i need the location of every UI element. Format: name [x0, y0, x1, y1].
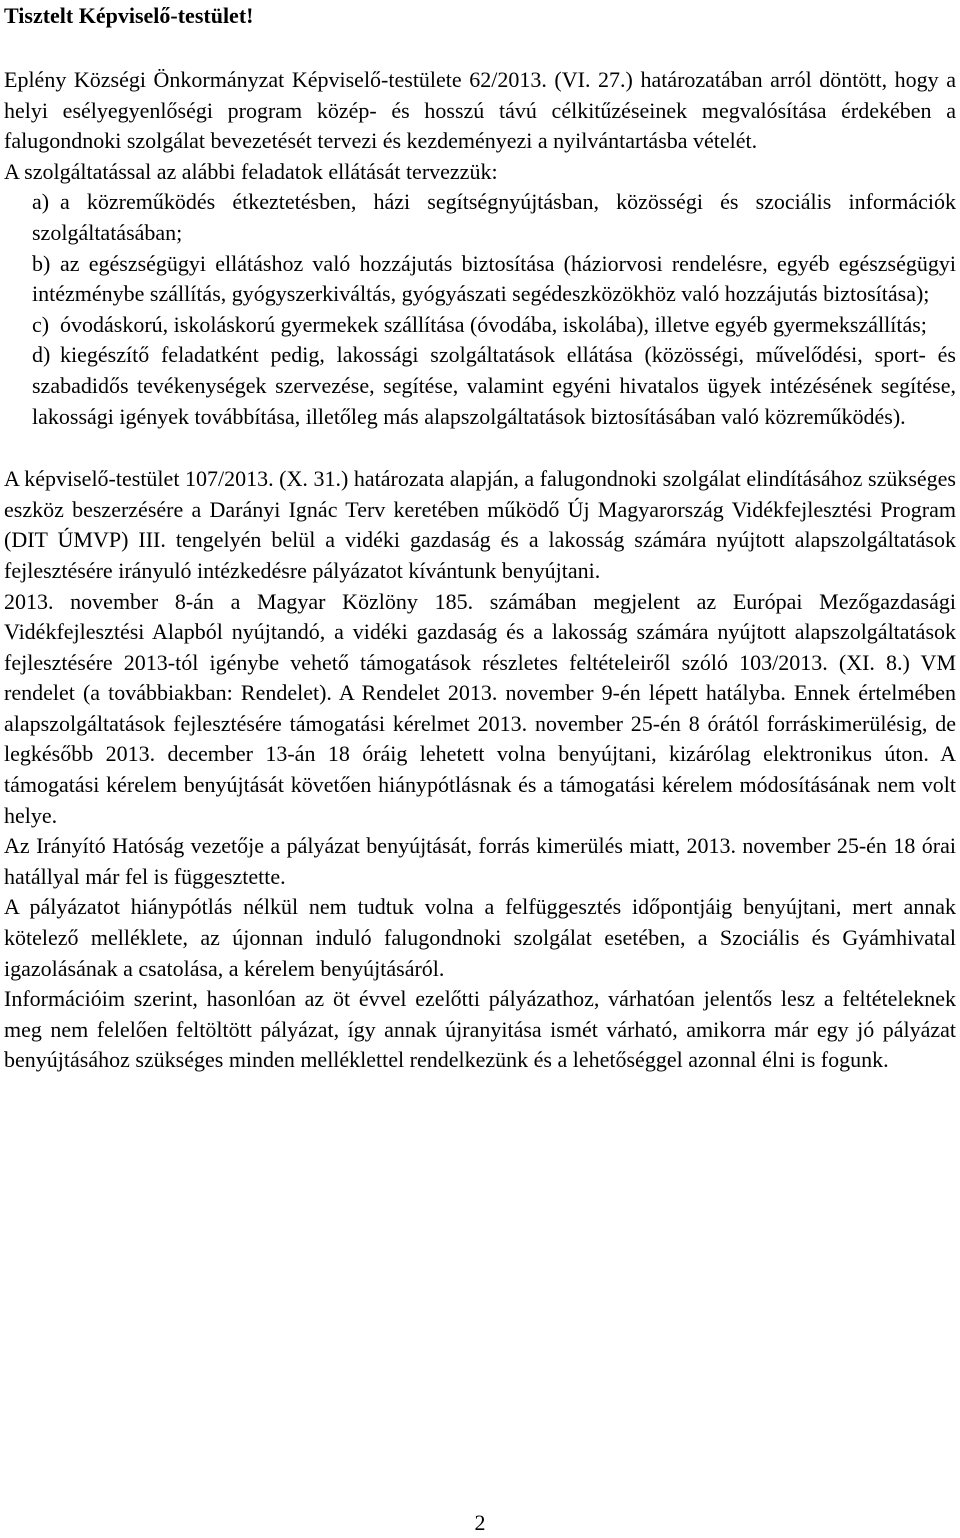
list-marker: d)	[32, 342, 51, 368]
list-item	[32, 340, 956, 432]
list-item	[32, 310, 956, 341]
intro-paragraph: Eplény Községi Önkormányzat Képviselő-testülete 62/2013. (VI. 27.) határozatában arról döntött, hogy a helyi esélyegyenlőségi program közép- és hosszú távú célkitűzéseinek megvalósítása érdekében a falugondnoki szolgálat bevezetését tervezi és kezdeményezi a nyilvántartásba vételét.	[4, 67, 956, 154]
document-page	[4, 1, 956, 1076]
list-item-text: az egészségügyi ellátáshoz való hozzájutás biztosítása (háziorvosi rendelésre, egyéb egészségügyi intézménybe szállítás, gyógyszerkiváltás, gyógyászati segédeszközökhöz való hozzájutás biztosítása);	[32, 250, 956, 307]
list-item-text: kiegészítő feladatként pedig, lakossági szolgáltatások ellátása (közösségi, művelődési, sport- és szabadidős tevékenységek szervezése, segítése, valamint egyéni hivatalos ügyek intézésének segítése, lakossági igények továbbítása, illetőleg más alapszolgáltatások biztosításában való közreműködés).	[32, 342, 956, 429]
list-item	[32, 249, 956, 310]
suspension-paragraph: Az Irányító Hatóság vezetője a pályázat benyújtását, forrás kimerülés miatt, 2013. november 25-én 18 órai hatállyal már fel is függesztette.	[4, 833, 956, 889]
document-heading: Tisztelt Képviselő-testület!	[4, 3, 254, 28]
list-marker: b)	[32, 250, 51, 276]
list-marker: c)	[32, 311, 50, 337]
list-item	[32, 187, 956, 248]
regulation-paragraph: 2013. november 8-án a Magyar Közlöny 185. számában megjelent az Európai Mezőgazdasági Vidékfejlesztési Alapból nyújtandó, a vidéki gazdaság és a lakosság számára nyújtott alapszolgáltatások fejlesztésére 2013-tól igénybe vehető támogatások részletes feltételeiről szóló 103/2013. (XI. 8.) VM rendelet (a továbbiakban: Rendelet). A Rendelet 2013. november 9-én lépett hatályba. Ennek értelmében alapszolgáltatások fejlesztésére támogatási kérelmet 2013. november 25-én 8 órától forráskimerülésig, de legkésőbb 2013. december 13-án 18 óráig lehetett volna benyújtani, kizárólag elektronikus úton. A támogatási kérelem benyújtását követően hiánypótlásnak és a támogatási kérelem módosításának nem volt helye.	[4, 588, 956, 828]
list-intro: A szolgáltatással az alábbi feladatok ellátását tervezzük:	[4, 158, 498, 184]
list-item-text: a közreműködés étkeztetésben, házi segítségnyújtásban, közösségi és szociális információk szolgáltatásában;	[32, 189, 956, 245]
outlook-paragraph: Információim szerint, hasonlóan az öt évvel ezelőtti pályázathoz, várhatóan jelentős lesz a feltételeknek meg nem felelően feltöltött pályázat, így annak újranyitása ismét várható, amikorra már egy jó pályázat benyújtásához szükséges minden melléklettel rendelkezünk és a lehetőséggel azonnal élni is fogunk.	[4, 986, 956, 1073]
task-list	[4, 187, 956, 432]
page-number: 2	[474, 1510, 486, 1535]
spacer	[4, 37, 956, 65]
tender-paragraph: A képviselő-testület 107/2013. (X. 31.) határozata alapján, a falugondnoki szolgálat elindításához szükséges eszköz beszerzésére a Darányi Ignác Terv keretében működő Új Magyarország Vidékfejlesztési Program (DIT ÚMVP) III. tengelyén belül a vidéki gazdaság és a lakosság számára nyújtott alapszolgáltatások fejlesztésére irányuló intézkedésre pályázatot kívántunk benyújtani.	[4, 466, 956, 583]
list-item-text: óvodáskorú, iskoláskorú gyermekek szállítása (óvodába, iskolába), illetve egyéb gyermekszállítás;	[60, 311, 927, 337]
list-marker: a)	[32, 189, 50, 215]
deficiency-paragraph: A pályázatot hiánypótlás nélkül nem tudtuk volna a felfüggesztés időpontjáig benyújtani, mert annak kötelező melléklete, az újonnan induló falugondnoki szolgálat esetében, a Szociális és Gyámhivatal igazolásának a csatolása, a kérelem benyújtásáról.	[4, 894, 956, 981]
spacer	[4, 432, 956, 464]
